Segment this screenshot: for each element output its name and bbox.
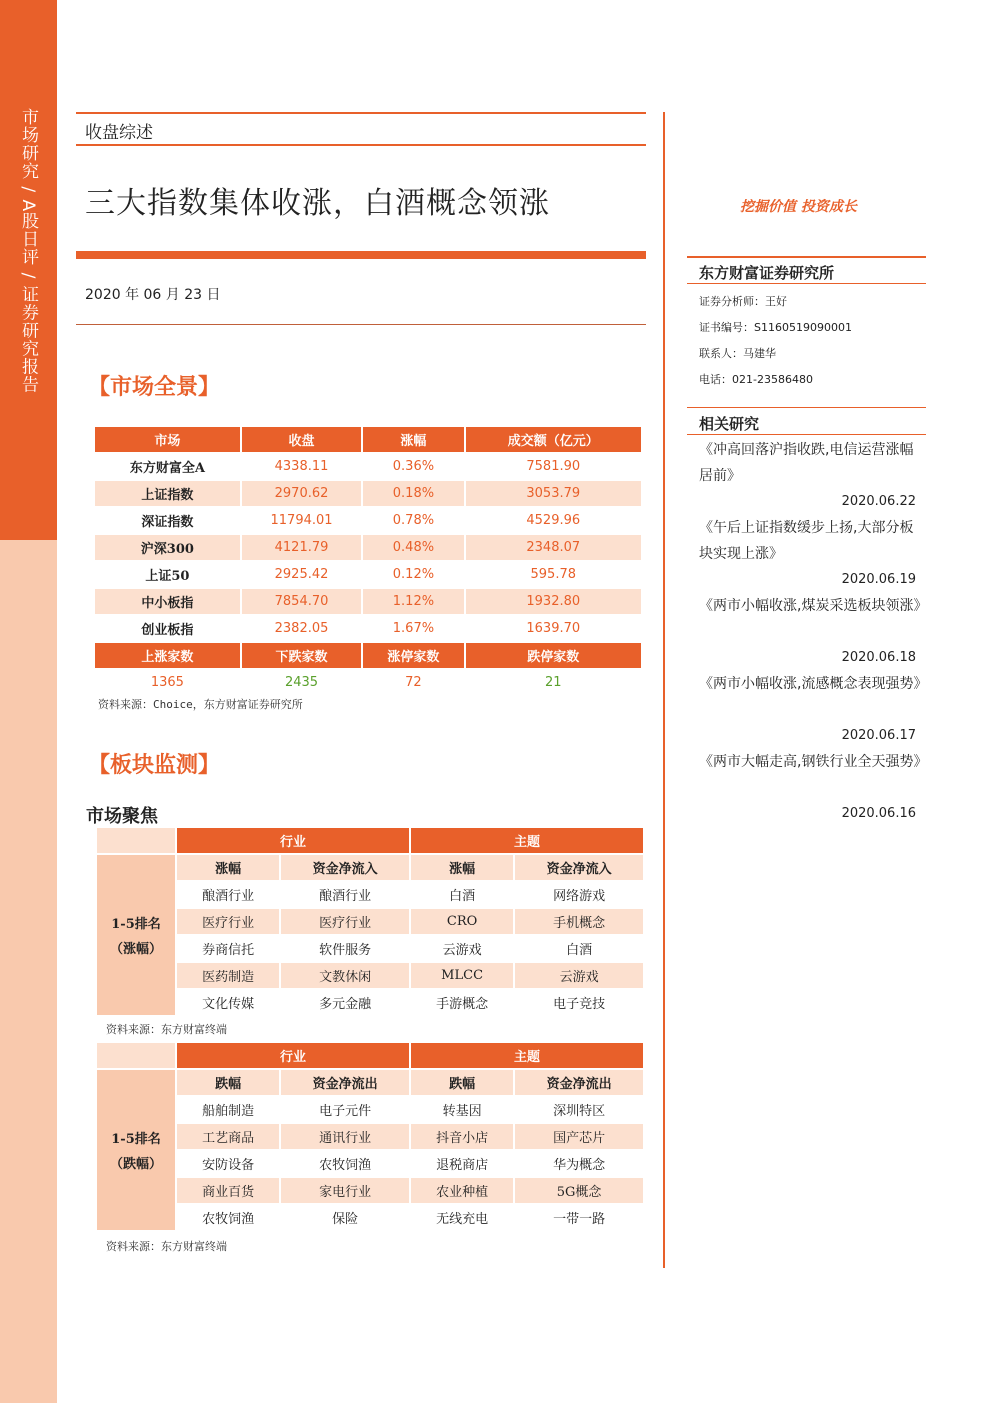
rule — [76, 144, 646, 146]
source-note: 资料来源：东方财富终端 — [106, 1023, 227, 1036]
table-row — [95, 589, 641, 614]
related-date: 2020.06.17 — [841, 728, 916, 743]
close-value: 2925.42 — [274, 567, 329, 582]
cell: MLCC — [411, 963, 513, 988]
cell: 农牧饲渔 — [202, 1212, 255, 1227]
turnover: 7581.90 — [526, 459, 581, 474]
institution-name: 东方财富证券研究所 — [699, 264, 835, 282]
index-name: 创业板指 — [141, 623, 194, 638]
index-name: 沪深300 — [95, 535, 240, 560]
rank-label-line: 1-5排名 — [111, 917, 161, 932]
source-note: 资料来源：东方财富终端 — [106, 1240, 227, 1253]
market-focus-title: 市场聚焦 — [86, 806, 158, 827]
rule — [76, 112, 646, 114]
source-note: 资料来源：Choice，东方财富证券研究所 — [98, 698, 303, 711]
corner-cell — [97, 828, 175, 853]
advancers: 1365 — [150, 675, 184, 690]
market-table — [93, 425, 643, 697]
index-name: 东方财富全A — [129, 461, 205, 476]
related-link[interactable]: 《两市大幅走高,钢铁行业全天强势》 — [699, 754, 928, 770]
table-row — [95, 562, 641, 587]
col-header: 资金净流出 — [281, 1070, 409, 1095]
limit-up: 72 — [405, 675, 422, 690]
cell: 商业百货 — [177, 1178, 279, 1203]
rule — [687, 256, 926, 258]
table-row — [97, 1205, 643, 1230]
table-row — [97, 990, 643, 1015]
rank-label-line: （跌幅） — [109, 1157, 162, 1172]
table-row — [95, 508, 641, 533]
cell: 农业种植 — [411, 1178, 513, 1203]
cell: 云游戏 — [442, 943, 482, 958]
cell: 安防设备 — [202, 1158, 255, 1173]
col-header: 资金净流入 — [515, 855, 643, 880]
close-value: 4338.11 — [274, 459, 329, 474]
close-value: 4121.79 — [242, 535, 362, 560]
table-row — [95, 535, 641, 560]
cell: 酿酒行业 — [319, 889, 372, 904]
contact: 联系人：马建华 — [699, 347, 776, 360]
report-date: 2020 年 06 月 23 日 — [85, 287, 221, 303]
col-header: 成交额（亿元） — [466, 427, 641, 452]
cell: 软件服务 — [319, 943, 372, 958]
breadth-header: 跌停家数 — [466, 643, 641, 668]
cell: 退税商店 — [436, 1158, 489, 1173]
related-link[interactable]: 《午后上证指数缓步上扬,大部分板块实现上涨》 — [699, 520, 914, 562]
turnover: 595.78 — [530, 567, 577, 582]
table-row — [95, 454, 641, 479]
rank-label-line: （涨幅） — [109, 942, 162, 957]
cell: 手机概念 — [515, 909, 643, 934]
rank-label — [97, 855, 175, 1015]
related-link[interactable]: 《两市小幅收涨,流感概念表现强势》 — [699, 676, 928, 692]
breadth-header: 下跌家数 — [242, 643, 362, 668]
table-row — [97, 963, 643, 988]
cell: 酿酒行业 — [202, 889, 255, 904]
related-date: 2020.06.18 — [841, 650, 916, 665]
market-overview-heading: 【市场全景】 — [88, 374, 221, 400]
cell: 国产芯片 — [515, 1124, 643, 1149]
rule — [687, 283, 926, 284]
rule — [687, 407, 926, 408]
cell: 电子竞技 — [553, 997, 606, 1012]
table-row — [97, 1178, 643, 1203]
cell: 白酒 — [566, 943, 593, 958]
rule — [76, 324, 646, 325]
cell: 文教休闲 — [281, 963, 409, 988]
change-pct: 0.18% — [363, 481, 463, 506]
cell: 白酒 — [449, 889, 476, 904]
col-header: 涨幅 — [363, 427, 463, 452]
index-name: 上证50 — [145, 569, 190, 584]
col-header: 跌幅 — [177, 1070, 279, 1095]
cell: 医疗行业 — [177, 909, 279, 934]
table-row — [95, 481, 641, 506]
cell: 抖音小店 — [411, 1124, 513, 1149]
change-pct: 1.12% — [363, 589, 463, 614]
cell: 工艺商品 — [177, 1124, 279, 1149]
turnover: 1639.70 — [526, 621, 581, 636]
breadth-header: 涨停家数 — [363, 643, 463, 668]
related-link[interactable]: 《两市小幅收涨,煤炭采选板块领涨》 — [699, 598, 928, 614]
rule — [687, 434, 926, 435]
section-label: 收盘综述 — [85, 123, 153, 143]
col-header: 资金净流出 — [515, 1070, 643, 1095]
close-value: 2382.05 — [274, 621, 329, 636]
cell: 深圳特区 — [553, 1104, 606, 1119]
cell: 网络游戏 — [553, 889, 606, 904]
cell: 一带一路 — [553, 1212, 606, 1227]
change-pct: 0.78% — [392, 513, 435, 528]
slogan: 挖掘价值 投资成长 — [740, 199, 857, 215]
cell: 家电行业 — [281, 1178, 409, 1203]
analyst: 证券分析师：王好 — [699, 295, 787, 308]
close-value: 11794.01 — [270, 513, 333, 528]
breadth-row — [95, 670, 641, 695]
table-row — [97, 1097, 643, 1122]
table-row — [97, 882, 643, 907]
cell: 医疗行业 — [281, 909, 409, 934]
col-header: 收盘 — [242, 427, 362, 452]
turnover: 4529.96 — [526, 513, 581, 528]
cell: 华为概念 — [553, 1158, 606, 1173]
cell: 云游戏 — [515, 963, 643, 988]
limit-down: 21 — [545, 675, 562, 690]
cert-number: 证书编号：S1160519090001 — [699, 321, 852, 334]
sector-monitor-heading: 【板块监测】 — [88, 752, 221, 778]
related-date: 2020.06.22 — [841, 494, 916, 509]
cell: 医药制造 — [177, 963, 279, 988]
group-header: 主题 — [411, 1043, 643, 1068]
decliners: 2435 — [284, 675, 319, 690]
rank-label-line: 1-5排名 — [111, 1132, 161, 1147]
change-pct: 1.67% — [392, 621, 435, 636]
table-row — [97, 936, 643, 961]
close-value: 2970.62 — [242, 481, 362, 506]
cell: CRO — [411, 909, 513, 934]
table-row — [95, 616, 641, 641]
cell: 转基因 — [442, 1104, 482, 1119]
page-title: 三大指数集体收涨，白酒概念领涨 — [85, 186, 550, 221]
col-header: 涨幅 — [177, 855, 279, 880]
cell: 券商信托 — [202, 943, 255, 958]
change-pct: 0.36% — [392, 459, 435, 474]
turnover: 1932.80 — [466, 589, 641, 614]
index-name: 上证指数 — [95, 481, 240, 506]
cell: 电子元件 — [319, 1104, 372, 1119]
related-research-title: 相关研究 — [699, 415, 760, 433]
table-row — [97, 909, 643, 934]
cell: 文化传媒 — [202, 997, 255, 1012]
cell: 船舶制造 — [202, 1104, 255, 1119]
group-header: 行业 — [177, 1043, 409, 1068]
col-header: 资金净流入 — [281, 855, 409, 880]
close-value: 7854.70 — [242, 589, 362, 614]
group-header: 主题 — [411, 828, 643, 853]
cell: 手游概念 — [436, 997, 489, 1012]
sidebar-label: 市场研究 / A股日评 / 证券研究报告 — [18, 108, 38, 394]
gainers-table — [95, 826, 645, 1017]
turnover: 2348.07 — [466, 535, 641, 560]
losers-table — [95, 1041, 645, 1232]
cell: 5G概念 — [515, 1178, 643, 1203]
sidebar-band-bottom — [0, 540, 57, 1403]
rule-thick — [76, 251, 646, 259]
breadth-header: 上涨家数 — [95, 643, 240, 668]
cell: 多元金融 — [319, 997, 372, 1012]
col-header: 市场 — [95, 427, 240, 452]
change-pct: 0.12% — [392, 567, 435, 582]
table-row — [97, 1151, 643, 1176]
related-link[interactable]: 《冲高回落沪指收跌,电信运营涨幅居前》 — [699, 442, 914, 484]
cell: 农牧饲渔 — [319, 1158, 372, 1173]
rank-label — [97, 1070, 175, 1230]
related-date: 2020.06.19 — [841, 572, 916, 587]
col-header: 跌幅 — [411, 1070, 513, 1095]
cell: 保险 — [332, 1212, 359, 1227]
phone: 电话：021-23586480 — [699, 373, 813, 386]
group-header: 行业 — [177, 828, 409, 853]
cell: 通讯行业 — [281, 1124, 409, 1149]
index-name: 深证指数 — [141, 515, 194, 530]
related-date: 2020.06.16 — [841, 806, 916, 821]
index-name: 中小板指 — [95, 589, 240, 614]
turnover: 3053.79 — [466, 481, 641, 506]
corner-cell — [97, 1043, 175, 1068]
cell: 无线充电 — [436, 1212, 489, 1227]
column-divider — [663, 112, 665, 1268]
table-row — [97, 1124, 643, 1149]
col-header: 涨幅 — [411, 855, 513, 880]
change-pct: 0.48% — [363, 535, 463, 560]
